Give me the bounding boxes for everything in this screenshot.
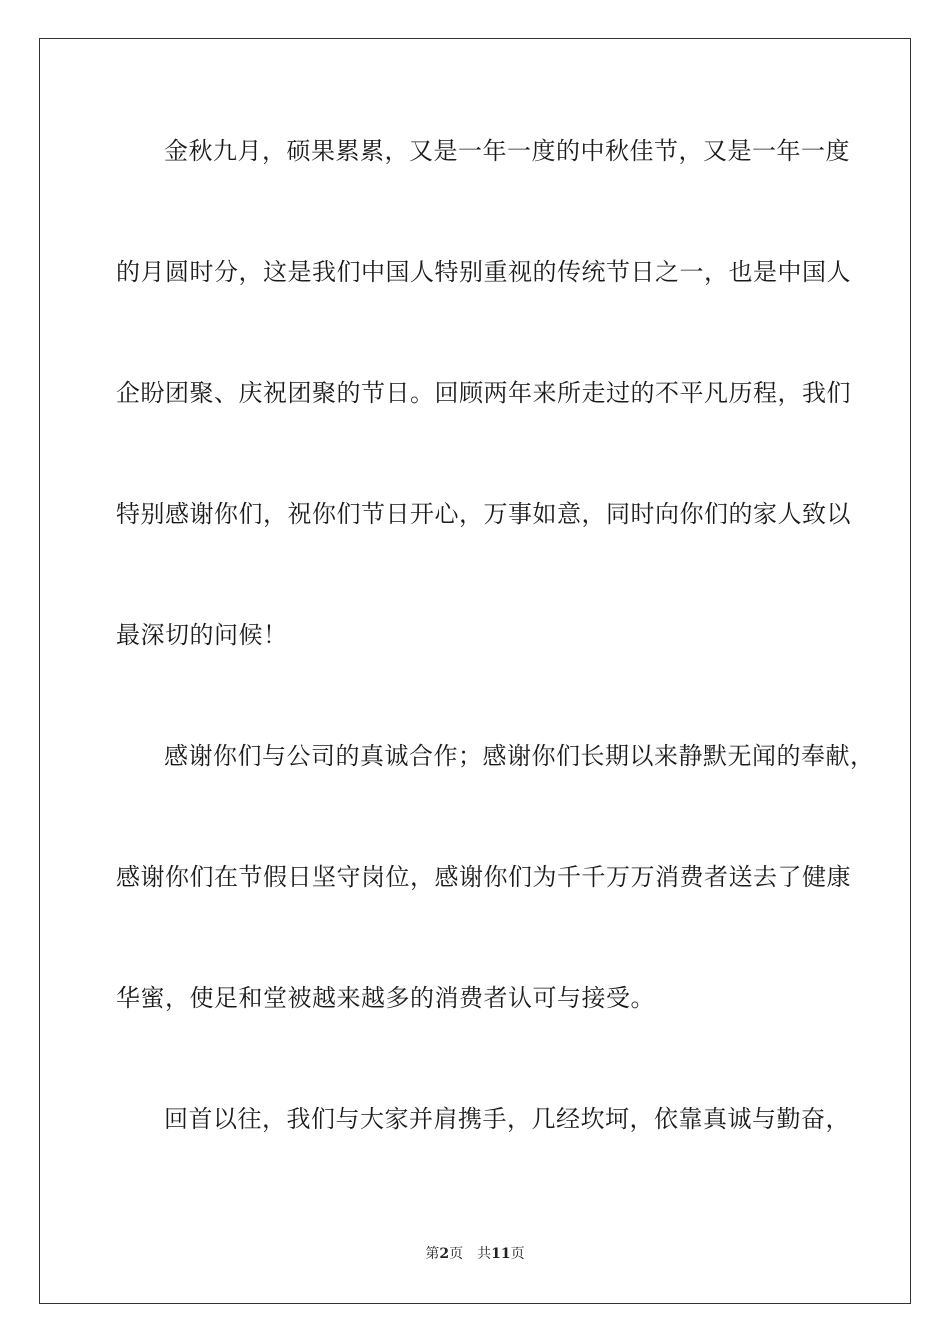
paragraph-1-line-5: 最深切的问候！ [116,621,288,649]
paragraph-2-line-1: 感谢你们与公司的真诚合作；感谢你们长期以来静默无闻的奉献， [164,742,875,770]
paragraph-2-line-3: 华蜜，使足和堂被越来越多的消费者认可与接受。 [116,984,655,1012]
footer-total-suffix: 页 [510,1246,525,1262]
paragraph-2-line-2: 感谢你们在节假日坚守岗位，感谢你们为千千万万消费者送去了健康 [116,863,851,891]
footer-page-suffix: 页 [449,1246,464,1262]
paragraph-3-line-1: 回首以往，我们与大家并肩携手，几经坎坷，依靠真诚与勤奋， [164,1105,850,1133]
footer-total-number: 11 [491,1246,511,1262]
paragraph-1-line-1: 金秋九月，硕果累累，又是一年一度的中秋佳节，又是一年一度 [164,137,850,165]
footer-total-prefix: 共 [477,1246,492,1262]
footer-page-number: 2 [439,1246,450,1262]
paragraph-1-line-4: 特别感谢你们，祝你们节日开心，万事如意，同时向你们的家人致以 [116,500,851,528]
paragraph-1-line-2: 的月圆时分，这是我们中国人特别重视的传统节日之一，也是中国人 [116,258,851,286]
footer-page-prefix: 第 [425,1246,440,1262]
page-footer [0,1245,950,1263]
paragraph-1-line-3: 企盼团聚、庆祝团聚的节日。回顾两年来所走过的不平凡历程，我们 [116,379,851,407]
